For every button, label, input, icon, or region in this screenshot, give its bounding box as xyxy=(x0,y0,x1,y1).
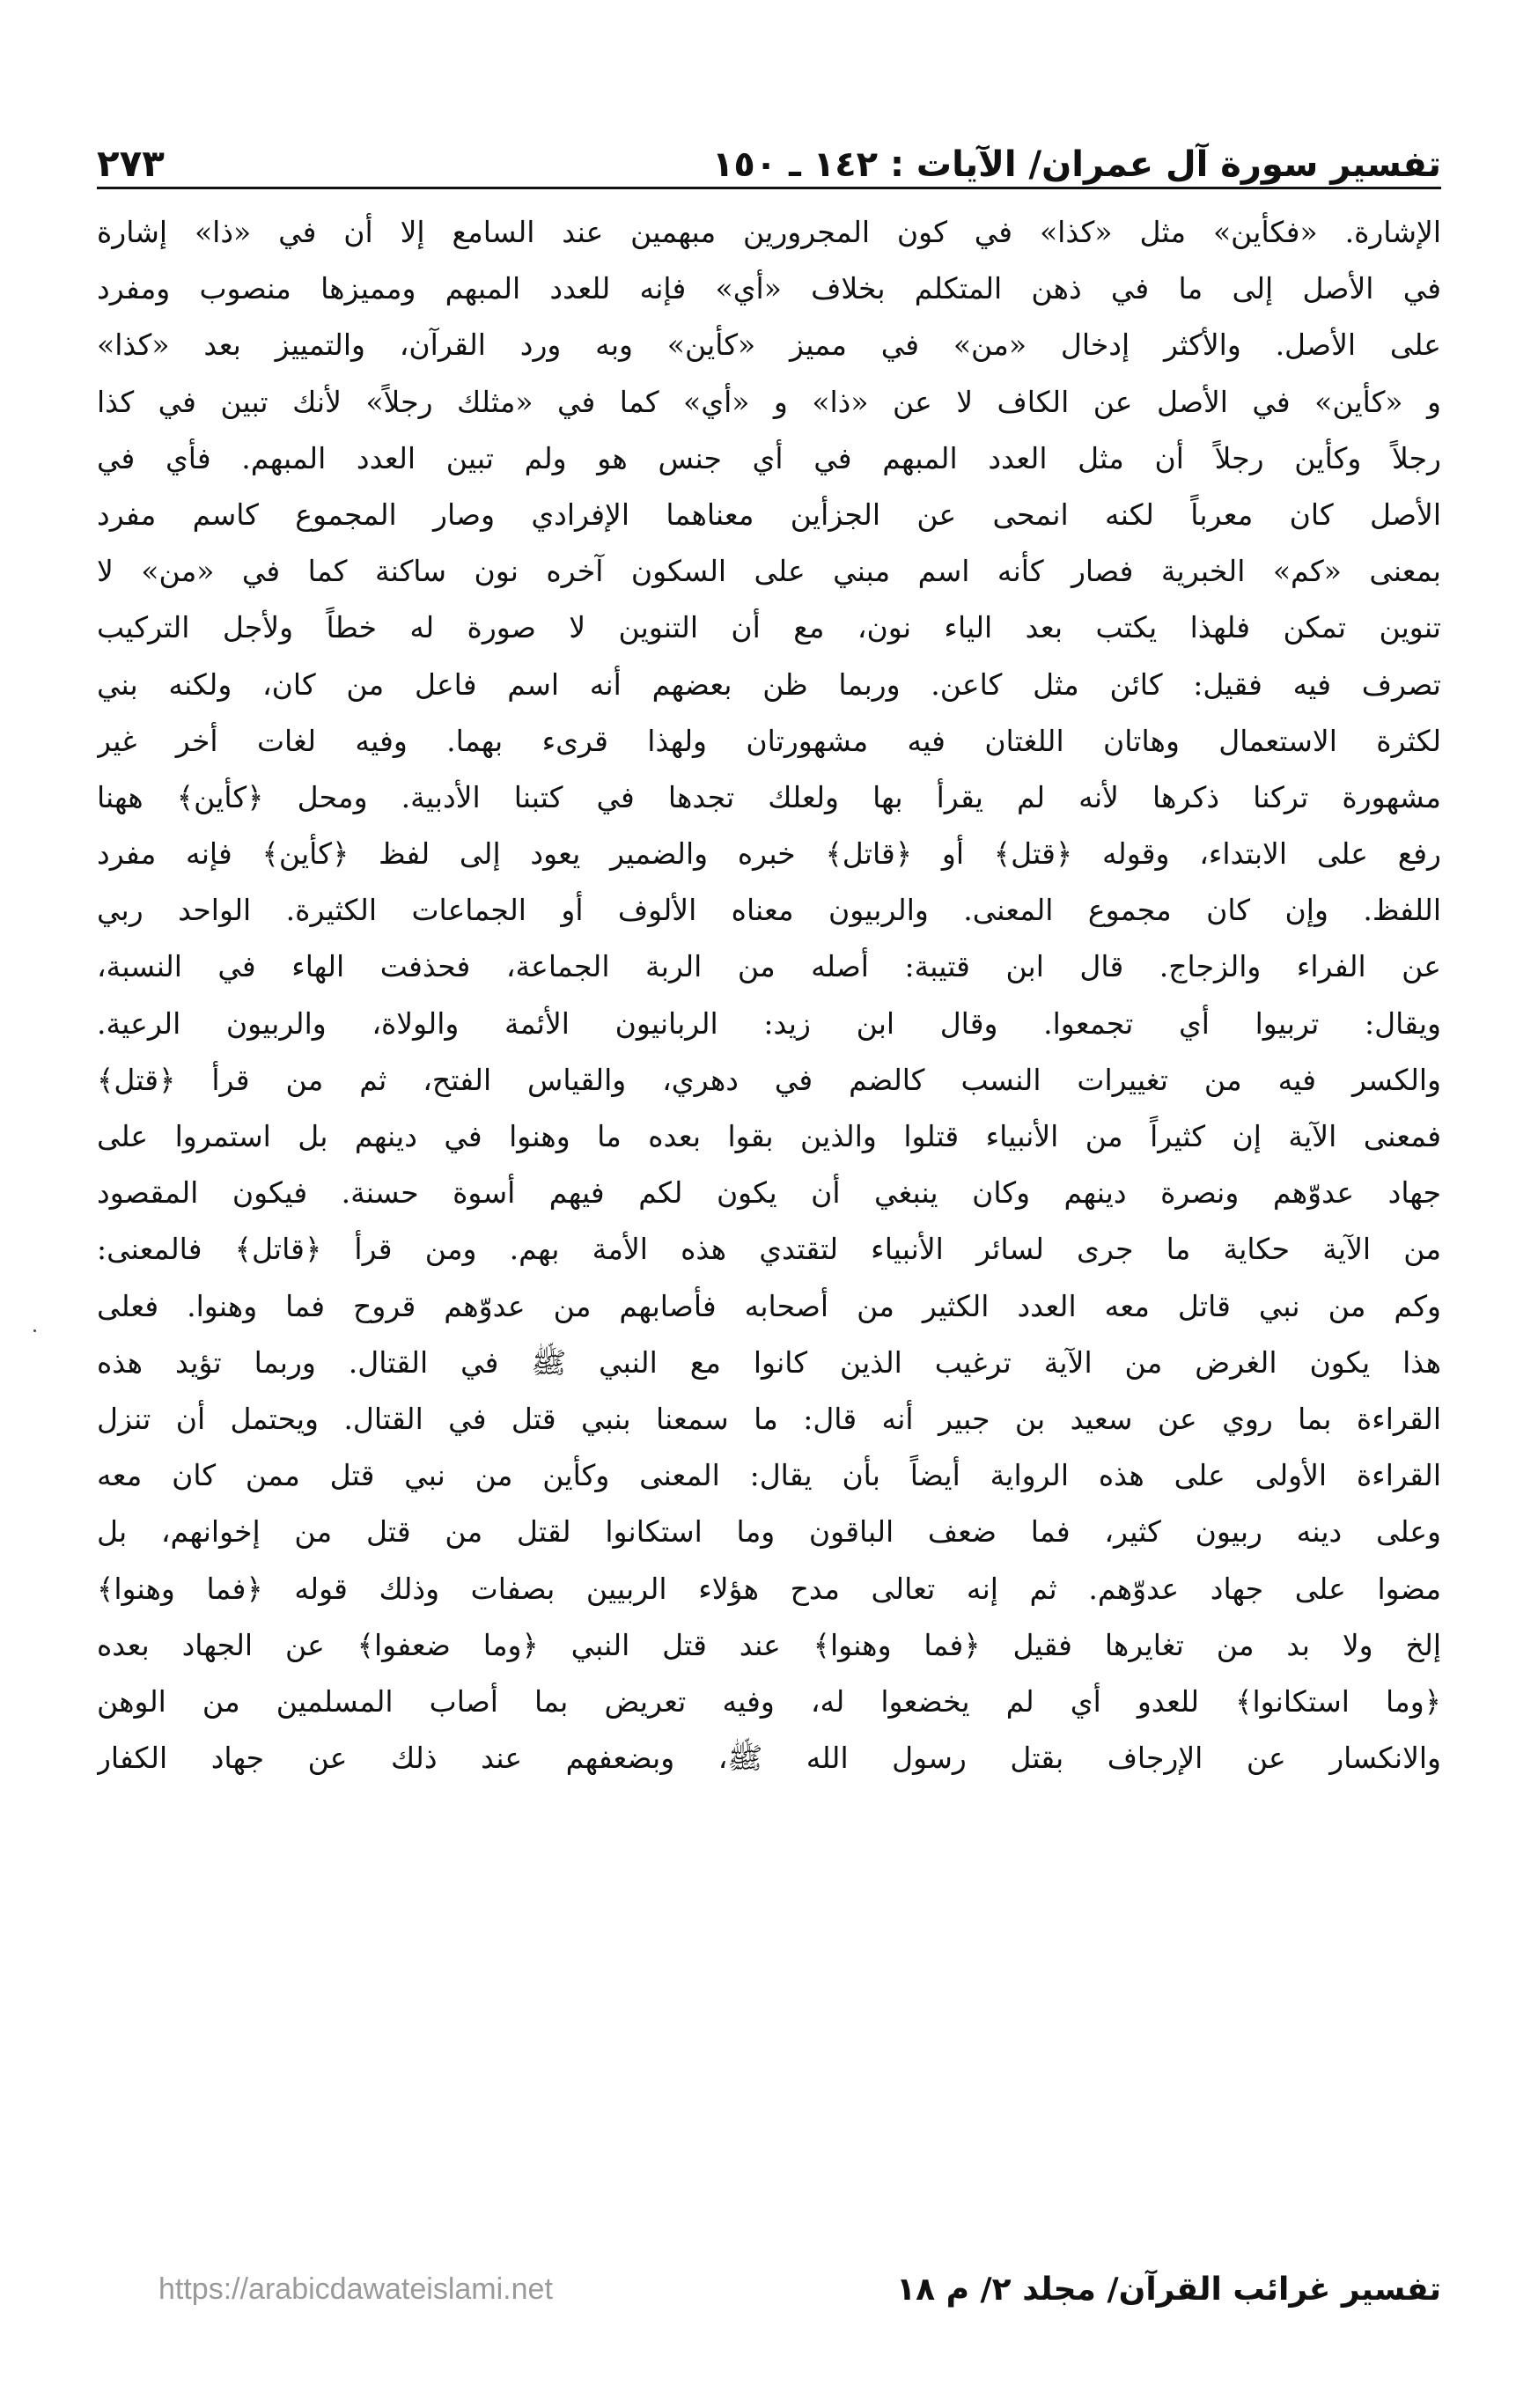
text-line-23: القراءة الأولى على هذه الرواية أيضاً بأن يقال: المعنى وكأين من نبي قتل ممن كان معه xyxy=(97,1458,1441,1493)
book-reference: تفسير غرائب القرآن/ مجلد ٢/ م ١٨ xyxy=(896,2271,1441,2308)
page-header xyxy=(97,123,1441,185)
text-line-1: الإشارة. «فكأين» مثل «كذا» في كون المجرورين مبهمين عند السامع إلا أن في «ذا» إشارة xyxy=(97,215,1441,249)
text-line-22: القراءة بما روي عن سعيد بن جبير أنه قال: ما سمعنا بنبي قتل في القتال. ويحتمل أن تنزل xyxy=(97,1401,1441,1436)
text-line-26: إلخ ولا بد من تغايرها فقيل ﴿فما وهنوا﴾ عند قتل النبي ﴿وما ضعفوا﴾ عن الجهاد بعده xyxy=(97,1627,1441,1662)
text-line-9: تصرف فيه فقيل: كائن مثل كاعن. وربما ظن بعضهم أنه اسم فاعل من كان، ولكنه بني xyxy=(97,666,1441,702)
text-line-25: مضوا على جهاد عدوّهم. ثم إنه تعالى مدح هؤلاء الربيين بصفات وذلك قوله ﴿فما وهنوا﴾ xyxy=(97,1571,1441,1606)
text-line-17: فمعنى الآية إن كثيراً من الأنبياء قتلوا والذين بقوا بعده ما وهنوا في دينهم بل استمروا على xyxy=(97,1119,1441,1153)
watermark-url: https://arabicdawateislami.net xyxy=(158,2272,553,2306)
text-line-6: الأصل كان معرباً لكنه انمحى عن الجزأين معناهما الإفرادي وصار المجموع كاسم مفرد xyxy=(97,497,1441,532)
text-line-10: لكثرة الاستعمال وهاتان اللغتان فيه مشهورتان ولهذا قرىء بهما. وفيه لغات أخر غير xyxy=(97,723,1441,758)
body-text xyxy=(97,204,1441,1786)
text-line-13: اللفظ. وإن كان مجموع المعنى. والربيون معناه الألوف أو الجماعات الكثيرة. الواحد ربي xyxy=(97,893,1441,928)
text-line-24: وعلى دينه ربيون كثير، فما ضعف الباقون وما استكانوا لقتل من قتل من إخوانهم، بل xyxy=(97,1514,1441,1550)
text-line-18: جهاد عدوّهم ونصرة دينهم وكان ينبغي أن يكون لكم فيهم أسوة حسنة. فيكون المقصود xyxy=(97,1175,1441,1211)
text-line-11: مشهورة تركنا ذكرها لأنه لم يقرأ بها ولعلك تجدها في كتبنا الأدبية. ومحل ﴿كأين﴾ ههنا xyxy=(97,779,1441,814)
text-line-20: وكم من نبي قاتل معه العدد الكثير من أصحابه فأصابهم من عدوّهم قروح فما وهنوا. فعلى xyxy=(97,1288,1441,1323)
text-line-3: على الأصل. والأكثر إدخال «من» في مميز «كأين» وبه ورد القرآن، والتمييز بعد «كذا» xyxy=(97,328,1441,363)
text-line-14: عن الفراء والزجاج. قال ابن قتيبة: أصله من الربة الجماعة، فحذفت الهاء في النسبة، xyxy=(97,949,1441,984)
text-line-15: ويقال: تربيوا أي تجمعوا. وقال ابن زيد: الربانيون الأئمة والولاة، والربيون الرعية. xyxy=(97,1005,1441,1041)
text-line-5: رجلاً وكأين رجلاً أن مثل العدد المبهم في أي جنس هو ولم تبين العدد المبهم. فأي في xyxy=(97,440,1441,475)
running-title: تفسير سورة آل عمران/ الآيات : ١٤٢ ـ ١٥٠ xyxy=(712,144,1441,185)
text-line-28: والانكسار عن الإرجاف بقتل رسول الله ﷺ، وبضعفهم عند ذلك عن جهاد الكفار xyxy=(97,1741,1441,1776)
text-line-16: والكسر فيه من تغييرات النسب كالضم في دهري، والقياس الفتح، ثم من قرأ ﴿قتل﴾ xyxy=(97,1062,1441,1097)
scan-speck xyxy=(33,1329,36,1332)
text-line-2: في الأصل إلى ما في ذهن المتكلم بخلاف «أي» فإنه للعدد المبهم ومميزها منصوب ومفرد xyxy=(97,271,1441,306)
page-number: ٢٧٣ xyxy=(97,142,165,185)
text-line-19: من الآية حكاية ما جرى لسائر الأنبياء لتقتدي هذه الأمة بهم. ومن قرأ ﴿قاتل﴾ فالمعنى: xyxy=(97,1232,1441,1267)
text-line-27: ﴿وما استكانوا﴾ للعدو أي لم يخضعوا له، وفيه تعريض بما أصاب المسلمين من الوهن xyxy=(97,1683,1441,1719)
text-line-8: تنوين تمكن فلهذا يكتب بعد الياء نون، مع أن التنوين لا صورة له خطاً ولأجل التركيب xyxy=(97,610,1441,645)
text-line-7: بمعنى «كم» الخبرية فصار كأنه اسم مبني على السكون آخره نون ساكنة كما في «من» لا xyxy=(97,554,1441,589)
text-line-4: و «كأين» في الأصل عن الكاف لا عن «ذا» و «أي» كما في «مثلك رجلاً» لأنك تبين في كذا xyxy=(97,384,1441,419)
header-divider xyxy=(97,187,1441,189)
page-footer xyxy=(97,2258,1441,2320)
text-line-12: رفع على الابتداء، وقوله ﴿قتل﴾ أو ﴿قاتل﴾ خبره والضمير يعود إلى لفظ ﴿كأين﴾ فإنه مفرد xyxy=(97,836,1441,872)
text-line-21: هذا يكون الغرض من الآية ترغيب الذين كانوا مع النبي ﷺ في القتال. وربما تؤيد هذه xyxy=(97,1344,1441,1380)
